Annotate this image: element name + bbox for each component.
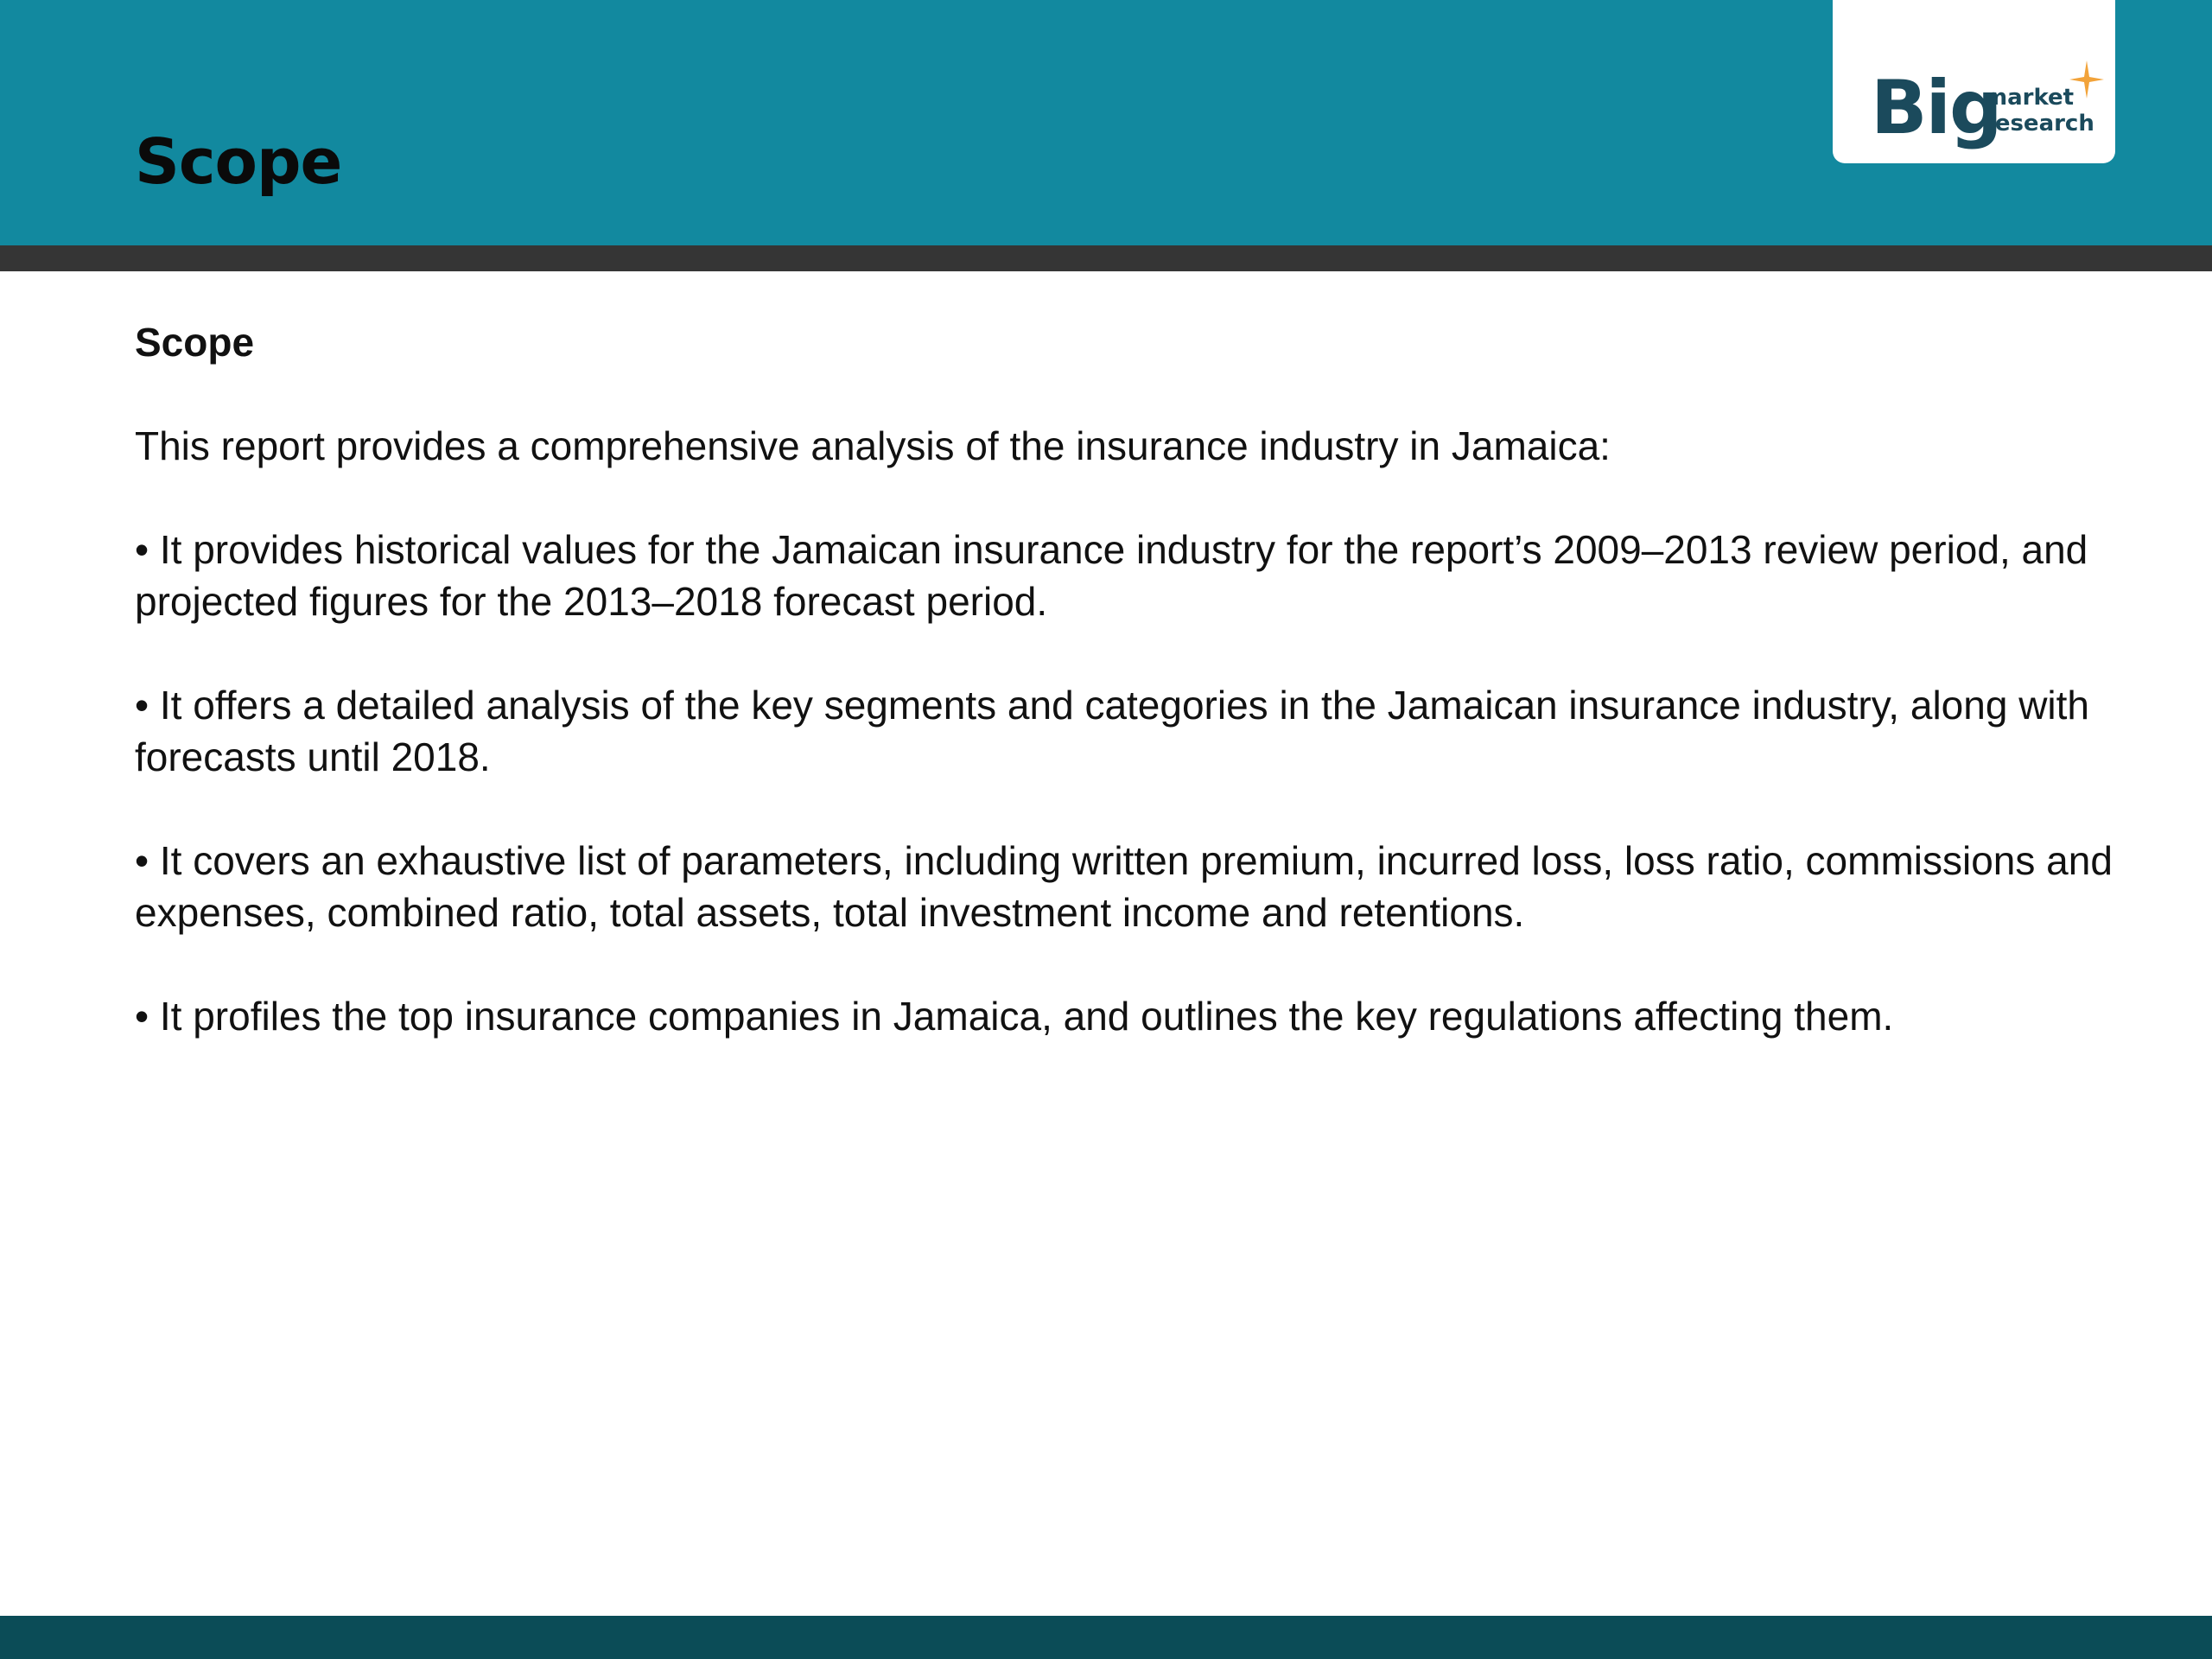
bullet-item: • It profiles the top insurance companies in Jamaica, and outlines the key regulations affecting them.	[135, 994, 1894, 1039]
logo	[1833, 0, 2115, 163]
bullet-item: • It provides historical values for the Jamaican insurance industry for the report’s 2009–2013 review period, and projected figures for the 2013–2018 forecast period.	[135, 527, 2088, 624]
header-divider	[0, 245, 2212, 271]
logo-research-text: research	[1984, 111, 2094, 137]
bullet-item: • It covers an exhaustive list of parameters, including written premium, incurred loss, loss ratio, commissions and expenses, combined ratio, total assets, total investment income and retentions.	[135, 838, 2113, 935]
bullet-item: • It offers a detailed analysis of the key segments and categories in the Jamaican insurance industry, along with forecasts until 2018.	[135, 683, 2089, 779]
slide-content	[135, 316, 2122, 1094]
logo-market-text: market	[1984, 85, 2075, 111]
section-heading: Scope	[135, 320, 255, 365]
logo-big-text: Big	[1871, 65, 2001, 151]
intro-paragraph: This report provides a comprehensive analysis of the insurance industry in Jamaica:	[135, 423, 1611, 468]
page-title: Scope	[135, 125, 342, 198]
footer-band	[0, 1616, 2212, 1659]
sparkle-icon	[2069, 60, 2104, 99]
